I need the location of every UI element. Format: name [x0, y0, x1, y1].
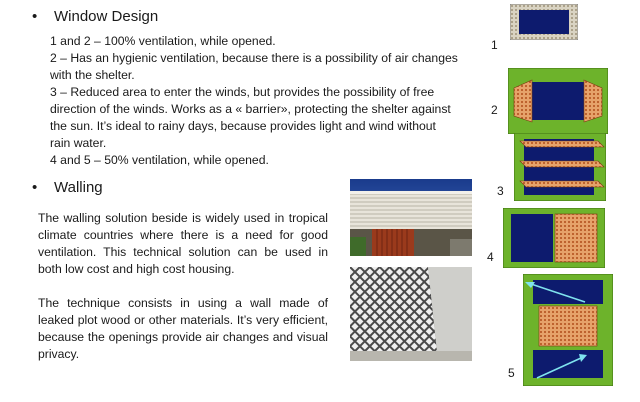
diagram-label: 1: [491, 38, 498, 52]
section-title: Walling: [54, 179, 103, 196]
window-design-line: with the shelter.: [50, 68, 135, 82]
building-facade-photo: [350, 179, 472, 256]
diagram-label: 5: [508, 366, 515, 380]
window-diagram-3: [514, 133, 606, 206]
window-design-line: rain water.: [50, 136, 107, 150]
window-design-line: 4 and 5 – 50% ventilation, while opened.: [50, 153, 269, 167]
window-design-line: 1 and 2 – 100% ventilation, while opened.: [50, 34, 276, 48]
diagram-label: 3: [497, 184, 504, 198]
window-diagram-4: [503, 208, 605, 273]
section-title: Window Design: [54, 8, 159, 25]
walling-paragraph-1: The walling solution beside is widely used in tropical climate countries where there is a need for good ventilation. This technical solution can be used in both low cost and high cost housing.: [38, 211, 328, 276]
walling-paragraph-2: The technique consists in using a wall made of leaked plot wood or other materials. It’s very efficient, because the openings provide air changes and visual privacy.: [38, 296, 328, 361]
window-diagram-2: [508, 68, 608, 139]
diagram-label: 2: [491, 103, 498, 117]
window-design-line: the sun. It’s ideal to rainy days, because provides light and wind without: [50, 119, 436, 133]
bullet-icon: •: [32, 179, 38, 196]
lattice-wall-photo: [350, 267, 472, 361]
window-design-line: direction of the winds. Works as a « barrier», protecting the shelter against: [50, 102, 451, 116]
window-design-line: 3 – Reduced area to enter the winds, but provides the possibility of free: [50, 85, 435, 99]
window-diagram-5: [523, 274, 613, 391]
bullet-icon: •: [32, 8, 38, 25]
window-design-line: 2 – Has an hygienic ventilation, because there is a possibility of air changes: [50, 51, 458, 65]
diagram-label: 4: [487, 250, 494, 264]
window-diagram-1: [510, 4, 578, 45]
